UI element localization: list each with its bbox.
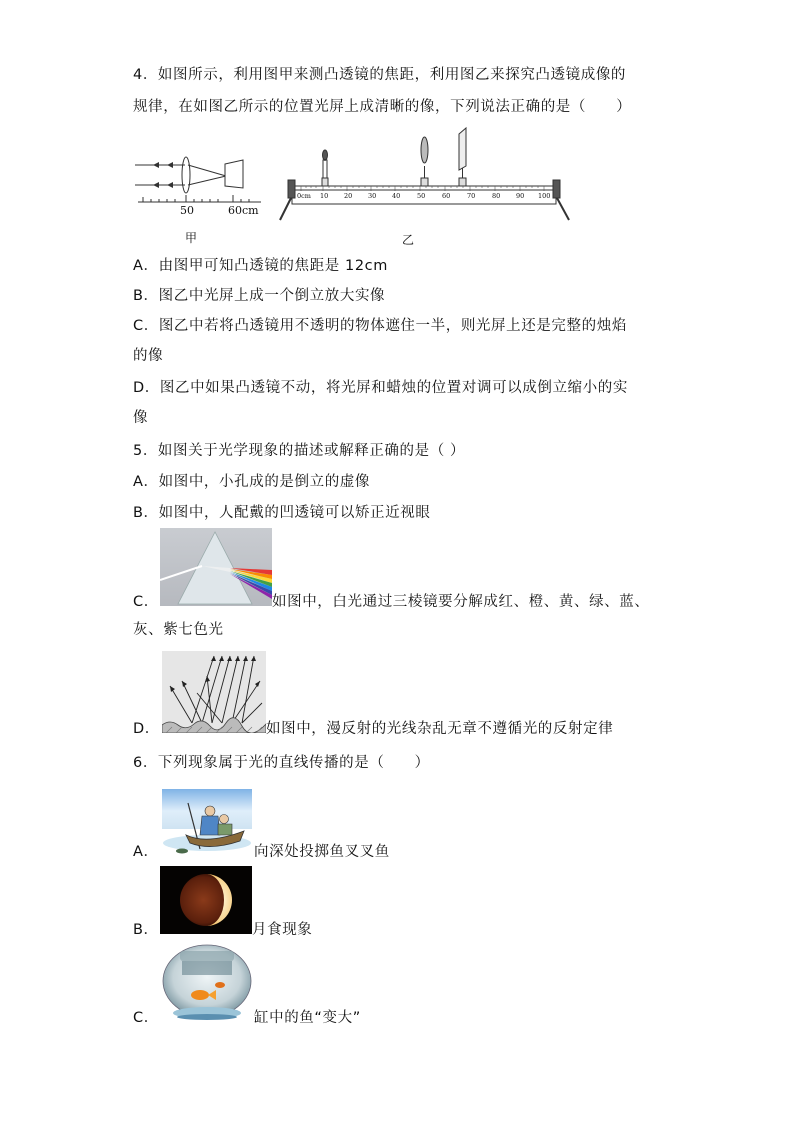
q4-stem-line1: 4．如图所示，利用图甲来测凸透镜的焦距，利用图乙来探究凸透镜成像的 <box>133 67 627 83</box>
q4-figure-jia <box>133 150 268 230</box>
q6-spear-fishing-image <box>160 783 254 855</box>
q4-yi-tick-30: 30 <box>368 192 377 200</box>
q4-stem-line2: 规律，在如图乙所示的位置光屏上成清晰的像，下列说法正确的是（ ） <box>133 99 632 115</box>
q4-yi-tick-50: 50 <box>417 192 426 200</box>
q5-prism-image <box>160 528 272 606</box>
q6-option-b-label: B． <box>133 922 159 938</box>
q5-option-d-label: D． <box>133 721 160 737</box>
q4-figure-yi <box>277 126 575 222</box>
q4-yi-tick-90: 90 <box>516 192 525 200</box>
q6-stem: 6．下列现象属于光的直线传播的是（ ） <box>133 755 430 771</box>
q6-lunar-eclipse-image <box>160 866 252 934</box>
q5-option-b: B．如图中，人配戴的凹透镜可以矫正近视眼 <box>133 505 431 521</box>
q4-yi-tick-0: 0cm <box>297 192 311 200</box>
q6-option-c-label: C． <box>133 1010 159 1026</box>
q4-yi-tick-60: 60 <box>442 192 451 200</box>
q4-jia-tick-60cm: 60cm <box>228 204 259 217</box>
q6-option-c-text: 缸中的鱼“变大” <box>254 1010 361 1026</box>
q4-option-b: B．图乙中光屏上成一个倒立放大实像 <box>133 288 386 304</box>
q4-option-c-line2: 的像 <box>133 348 164 364</box>
q5-option-d-text: 如图中，漫反射的光线杂乱无章不遵循光的反射定律 <box>266 721 614 737</box>
q5-diffuse-reflection-image <box>162 651 266 733</box>
q4-option-c-line1: C．图乙中若将凸透镜用不透明的物体遮住一半，则光屏上还是完整的烛焰 <box>133 318 627 334</box>
q4-jia-caption: 甲 <box>185 231 198 245</box>
q4-yi-tick-20: 20 <box>344 192 353 200</box>
q5-stem: 5．如图关于光学现象的描述或解释正确的是（ ） <box>133 443 466 459</box>
q5-option-c-label: C． <box>133 594 159 610</box>
q4-option-d-line2: 像 <box>133 410 149 426</box>
q6-option-b-text: 月食现象 <box>252 922 313 938</box>
q4-jia-tick-50: 50 <box>180 204 194 217</box>
q4-yi-tick-40: 40 <box>392 192 401 200</box>
q6-option-a-text: 向深处投掷鱼叉叉鱼 <box>254 844 390 860</box>
q4-option-d-line1: D．图乙中如果凸透镜不动，将光屏和蜡烛的位置对调可以成倒立缩小的实 <box>133 380 628 396</box>
q6-fish-bowl-image <box>160 943 254 1021</box>
q4-option-a: A．由图甲可知凸透镜的焦距是 12cm <box>133 258 388 274</box>
q5-option-c-line2: 灰、紫七色光 <box>133 622 224 638</box>
q6-option-a-label: A． <box>133 844 159 860</box>
q5-option-a: A．如图中，小孔成的是倒立的虚像 <box>133 474 371 490</box>
q4-yi-tick-100: 100 <box>538 192 551 200</box>
q4-yi-tick-80: 80 <box>492 192 501 200</box>
q5-option-c-text: 如图中，白光通过三棱镜要分解成红、橙、黄、绿、蓝、 <box>272 594 650 610</box>
q4-yi-caption: 乙 <box>402 233 415 247</box>
q4-yi-tick-10: 10 <box>320 192 329 200</box>
q4-yi-tick-70: 70 <box>467 192 476 200</box>
